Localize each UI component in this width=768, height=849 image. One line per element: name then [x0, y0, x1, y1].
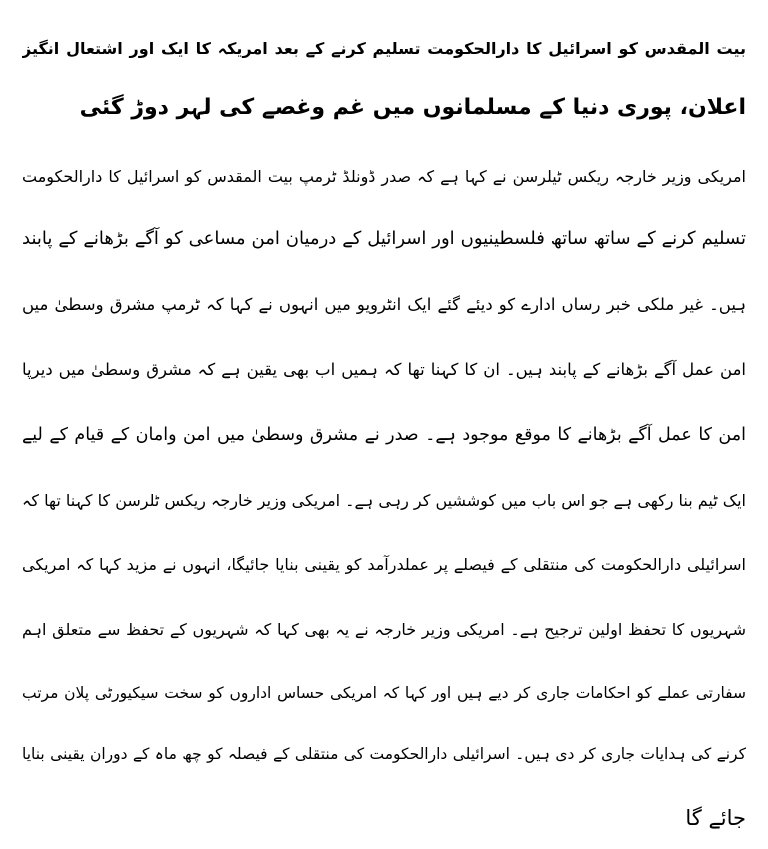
body-line: سفارتی عملے کو احکامات جاری کر دیے ہیں اور کہا کہ امریکی حساس اداروں کو سخت سیکیورٹی پلان مرتب	[22, 684, 746, 702]
body-line: امریکی وزیر خارجہ ریکس ٹیلرسن نے کہا ہے کہ صدر ڈونلڈ ٹرمپ بیت المقدس کو اسرائیل کا دارالحکومت	[22, 167, 746, 186]
body-line: شہریوں کا تحفظ اولین ترجیح ہے۔ امریکی وزیر خارجہ نے یہ بھی کہا کہ شہریوں کے تحفظ سے متعلق اہم	[22, 620, 746, 639]
body-line: ایک ٹیم بنا رکھی ہے جو اس باب میں کوششیں کر رہی ہے۔ امریکی وزیر خارجہ ریکس ٹلرسن کا کہنا تھا کہ	[22, 491, 746, 510]
body-line: جائے گا	[685, 806, 746, 830]
body-line: ہیں۔ غیر ملکی خبر رساں ادارے کو دیئے گئے ایک انٹرویو میں انہوں نے کہا کہ ٹرمپ مشرق وسطیٰ میں	[22, 295, 746, 314]
headline-line: بیت المقدس کو اسرائیل کا دارالحکومت تسلیم کرنے کے بعد امریکہ کا ایک اور اشتعال انگیز	[22, 39, 746, 58]
body-line: کرنے کی ہدایات جاری کر دی ہیں۔ اسرائیلی دارالحکومت کی منتقلی کے فیصلہ کو چھ ماہ کے دوران یقینی بنایا	[22, 745, 746, 763]
headline-line: اعلان، پوری دنیا کے مسلمانوں میں غم وغصے کی لہر دوڑ گئی	[79, 95, 746, 120]
body-line: تسلیم کرنے کے ساتھ ساتھ فلسطینیوں اور اسرائیل کے درمیان امن مساعی کو آگے بڑھانے کے پابند	[22, 228, 746, 249]
body-line: اسرائیلی دارالحکومت کی منتقلی کے فیصلے پر عملدرآمد کو یقینی بنایا جائیگا، انہوں نے مزید کہا کہ امریکی	[22, 555, 746, 574]
body-line: امن کا عمل آگے بڑھانے کا موقع موجود ہے۔ صدر نے مشرق وسطیٰ میں امن وامان کے قیام کے لیے	[22, 425, 746, 445]
body-line: امن عمل آگے بڑھانے کے پابند ہیں۔ ان کا کہنا تھا کہ ہمیں اب بھی یقین ہے کہ مشرق وسطیٰ میں دیرپا	[22, 360, 746, 379]
